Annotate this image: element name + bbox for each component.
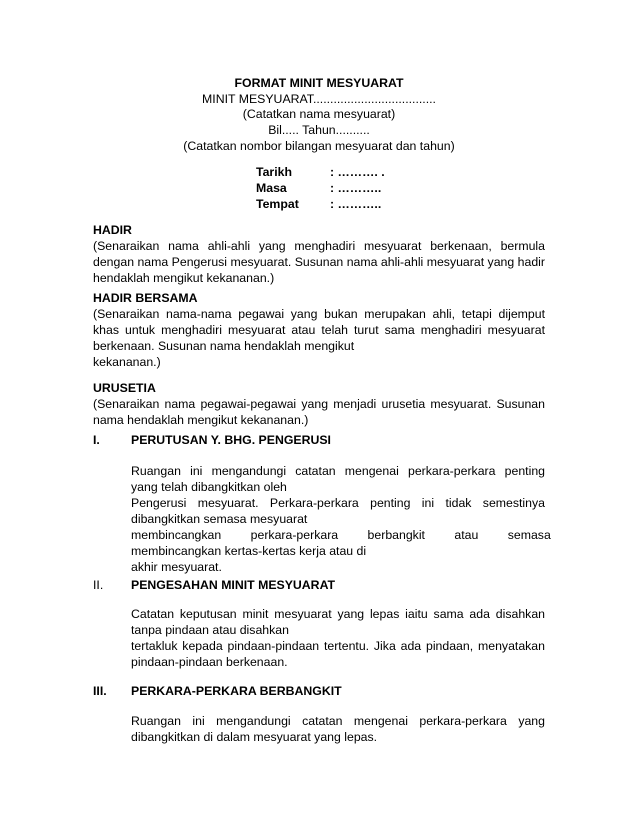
urusetia-body: (Senaraikan nama pegawai-pegawai yang menjadi urusetia mesyuarat. Susunan nama hendaklah mengikut kekananan.) [93, 397, 545, 427]
document-title: FORMAT MINIT MESYUARAT [234, 76, 404, 90]
section-1-line: akhir mesyuarat. [131, 560, 222, 574]
meta-tarikh-label: Tarikh [256, 165, 292, 179]
urusetia-heading: URUSETIA [93, 381, 156, 395]
section-1-line: Pengerusi mesyuarat. Perkara-perkara penting ini tidak semestinya [131, 496, 545, 510]
number-year-line: Bil..... Tahun.......... [268, 123, 370, 137]
section-3-line: Ruangan ini mengandungi catatan mengenai perkara-perkara yang [131, 714, 545, 728]
hadir-bersama-body-end: kekananan.) [93, 355, 161, 369]
hadir-bersama-body: (Senaraikan nama-nama pegawai yang bukan merupakan ahli, tetapi dijemput khas untuk menghadiri mesyuarat atau telah turut sama menghadiri mesyuarat berkenaan. Susunan nama hendaklah mengikut [93, 307, 545, 353]
number-year-hint: (Catatkan nombor bilangan mesyuarat dan tahun) [183, 139, 455, 153]
meta-masa-value: : ……….. [330, 181, 382, 195]
meta-masa-label: Masa [256, 181, 287, 195]
meta-masa [256, 180, 381, 196]
meta-tempat [256, 196, 381, 212]
section-1-number: I. [93, 433, 100, 447]
section-3-body [131, 713, 545, 745]
section-1-title: PERUTUSAN Y. BHG. PENGERUSI [131, 433, 331, 447]
section-3-line: dibangkitkan di dalam mesyuarat yang lepas. [131, 730, 378, 744]
section-2-line: pindaan-pindaan berkenaan. [131, 655, 288, 669]
hadir-heading: HADIR [93, 223, 132, 237]
section-2-line: tertakluk kepada pindaan-pindaan tertentu. Jika ada pindaan, menyatakan [131, 639, 545, 653]
section-2-number: II. [93, 578, 104, 592]
section-1-line: membincangkan kertas-kertas kerja atau di [131, 544, 367, 558]
meeting-name-hint: (Catatkan nama mesyuarat) [242, 107, 396, 121]
section-3-title: PERKARA-PERKARA BERBANGKIT [131, 684, 342, 698]
section-2-line: Catatan keputusan minit mesyuarat yang lepas iaitu sama ada disahkan [131, 607, 545, 621]
section-1-body [131, 463, 551, 575]
section-1-line: dibangkitkan semasa mesyuarat [131, 512, 308, 526]
section-2-line: tanpa pindaan atau disahkan [131, 623, 289, 637]
hadir-body: (Senaraikan nama ahli-ahli yang menghadiri mesyuarat berkenaan, bermula dengan nama Pengerusi mesyuarat. Susunan nama ahli-ahli mesyuarat yang hadir hendaklah mengikut kekananan.) [93, 239, 545, 285]
meta-tempat-label: Tempat [256, 197, 299, 211]
section-1-line: Ruangan ini mengandungi catatan mengenai perkara-perkara penting [131, 464, 545, 478]
minutes-title-line: MINIT MESYUARAT.................................... [202, 92, 436, 106]
meta-tarikh [256, 164, 385, 180]
section-2-title: PENGESAHAN MINIT MESYUARAT [131, 578, 336, 592]
meta-tempat-value: : ……….. [330, 197, 382, 211]
section-2-body [131, 606, 545, 670]
section-1-line: membincangkan perkara-perkara berbangkit atau semasa [131, 528, 551, 542]
section-3-number: III. [93, 684, 107, 698]
hadir-bersama-heading: HADIR BERSAMA [93, 291, 198, 305]
meta-tarikh-value: : ………. . [330, 165, 385, 179]
section-1-line: yang telah dibangkitkan oleh [131, 480, 287, 494]
